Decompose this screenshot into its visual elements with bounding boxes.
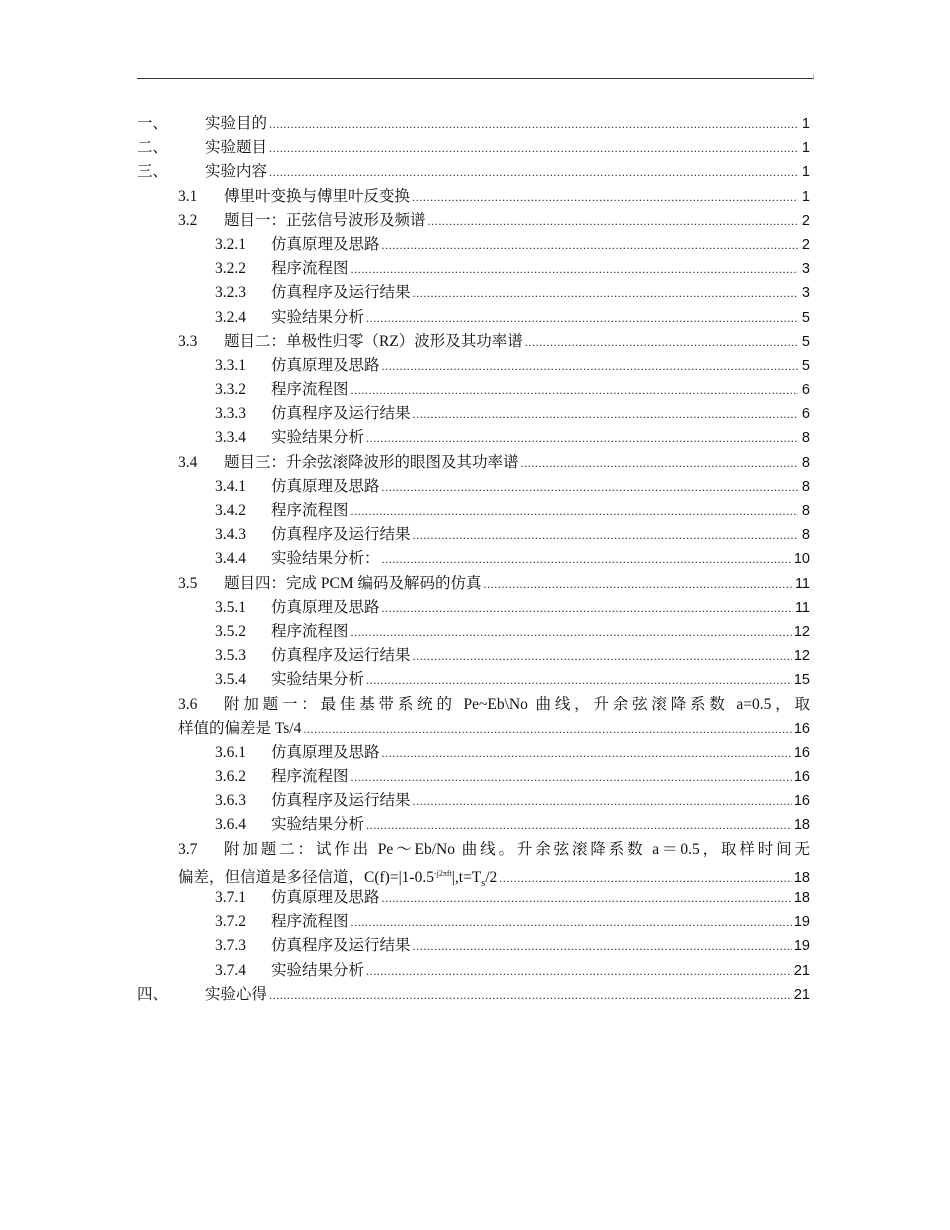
toc-entry-title: 题目一：正弦信号波形及频谱	[224, 211, 426, 229]
toc-leader-dots	[413, 402, 798, 426]
toc-page-number: 18	[793, 817, 810, 834]
toc-page-number: 21	[793, 986, 810, 1003]
toc-leader-dots	[366, 306, 798, 330]
toc-page-number: 6	[801, 382, 810, 399]
toc-entry-number: 3.6.3	[215, 792, 246, 810]
toc-page-number: 16	[793, 744, 810, 761]
toc-entry[interactable]	[137, 233, 810, 257]
toc-page-number: 16	[793, 720, 810, 737]
toc-leader-dots	[413, 934, 792, 958]
toc-entry[interactable]	[137, 789, 810, 813]
toc-leader-dots	[366, 813, 792, 837]
toc-main-entries	[137, 112, 810, 693]
toc-leader-dots	[269, 160, 798, 184]
toc-entry[interactable]	[137, 523, 810, 547]
toc-entry[interactable]	[137, 475, 810, 499]
toc-entry-title: 实验目的	[205, 115, 268, 132]
toc-entry[interactable]	[137, 257, 810, 281]
toc-entry-title: 程序流程图	[271, 260, 349, 278]
toc-leader-dots	[413, 789, 792, 813]
toc-entry-title: 题目二：单极性归零（RZ）波形及其功率谱	[224, 332, 523, 350]
toc-entry-number: 二、	[137, 139, 169, 157]
toc-entry-number: 3.4.4	[215, 550, 246, 568]
toc-page-number: 6	[801, 406, 810, 423]
toc-entry-number: 3.5.3	[215, 647, 246, 665]
toc-entry-title: 题目三：升余弦滚降波形的眼图及其功率谱	[224, 453, 519, 471]
toc-page-number: 21	[793, 962, 810, 979]
toc-entry-number: 3.3.2	[215, 381, 246, 399]
toc-leader-dots	[525, 330, 798, 354]
toc-page-number: 8	[801, 454, 810, 471]
toc-entry-number: 3.2.3	[215, 284, 246, 302]
toc-page-number: 5	[801, 309, 810, 326]
toc-leader-dots	[382, 354, 798, 378]
toc-page-number: 12	[793, 623, 810, 640]
toc-leader-dots	[382, 233, 798, 257]
toc-entry[interactable]	[137, 934, 810, 958]
toc-entry-number: 3.3.3	[215, 405, 246, 423]
toc-page-number: 8	[801, 430, 810, 447]
toc-entry-number: 四、	[137, 985, 169, 1003]
toc-entry-title: 仿真原理及思路	[271, 598, 380, 616]
toc-entry[interactable]	[137, 596, 810, 620]
toc-leader-dots	[382, 596, 793, 620]
toc-entry[interactable]	[137, 572, 810, 596]
toc-entry-title: 程序流程图	[271, 502, 349, 519]
toc-entry-title: 仿真程序及运行结果	[271, 526, 411, 544]
toc-page-number: 16	[793, 793, 810, 810]
toc-entry[interactable]	[137, 547, 810, 571]
toc-entry[interactable]	[137, 160, 810, 184]
formula-superscript: -j2πft	[433, 868, 452, 878]
toc-entry-title: 仿真原理及思路	[271, 743, 380, 761]
toc-page-number: 5	[801, 357, 810, 374]
toc-entry-title: 实验题目	[205, 139, 268, 157]
table-of-contents	[137, 112, 810, 1007]
toc-entry-number: 3.5.4	[215, 671, 246, 689]
formula-part: |,t=T	[451, 868, 482, 886]
toc-entry-number: 3.3.1	[215, 356, 246, 374]
toc-entry[interactable]	[137, 378, 810, 402]
toc-entry-number: 3.7.1	[215, 889, 246, 906]
toc-entry-title: 实验结果分析	[271, 671, 365, 689]
toc-page-number: 18	[793, 869, 810, 886]
toc-entry-number: 3.6.4	[215, 816, 246, 834]
toc-leader-dots	[413, 644, 792, 668]
toc-entry[interactable]	[137, 185, 810, 209]
toc-entry-title: 程序流程图	[271, 913, 349, 931]
toc-entry-title: 仿真原理及思路	[271, 477, 380, 495]
toc-page-number: 8	[801, 478, 810, 495]
toc-page-number: 3	[801, 261, 810, 278]
toc-leader-dots	[484, 572, 793, 596]
toc-entry-title: 程序流程图	[271, 768, 349, 786]
toc-entry-title: 仿真原理及思路	[271, 889, 380, 906]
toc-page-number: 18	[793, 890, 810, 906]
toc-entry-number: 3.2.2	[215, 260, 246, 278]
toc-leader-dots	[382, 475, 798, 499]
toc-page-number: 3	[801, 285, 810, 302]
toc-entry-number: 3.6	[178, 695, 198, 713]
toc-entry-number: 3.5.2	[215, 622, 246, 640]
toc-entry[interactable]	[137, 426, 810, 450]
toc-entry-title: 傅里叶变换与傅里叶反变换	[224, 187, 411, 205]
toc-entry[interactable]	[137, 112, 810, 136]
toc-entry-number: 3.4.1	[215, 477, 246, 495]
toc-leader-dots	[351, 910, 792, 934]
toc-entry[interactable]	[137, 306, 810, 330]
toc-page-number: 15	[793, 672, 810, 689]
toc-leader-dots	[269, 983, 792, 1007]
toc-entry[interactable]	[137, 886, 810, 910]
header-rule-tick	[813, 74, 814, 80]
toc-entry-number: 3.6.1	[215, 743, 246, 761]
toc-leader-dots	[382, 547, 792, 571]
toc-entry-number: 3.5	[178, 574, 198, 592]
toc-page-number: 8	[801, 527, 810, 544]
toc-entry-number: 3.1	[178, 187, 198, 205]
toc-leader-dots	[351, 765, 792, 789]
toc-entry-title: 仿真原理及思路	[271, 356, 380, 374]
toc-3-7-children	[137, 886, 810, 983]
toc-entry[interactable]	[137, 741, 810, 765]
toc-page-number: 1	[801, 188, 810, 205]
toc-leader-dots	[303, 717, 792, 741]
toc-entry-title: 程序流程图	[271, 622, 349, 640]
toc-leader-dots	[351, 378, 798, 402]
toc-leader-dots	[366, 959, 792, 983]
toc-leader-dots	[428, 209, 798, 233]
toc-entry-number: 三、	[137, 163, 169, 181]
toc-entry-title: 实验结果分析	[271, 308, 365, 326]
toc-entry-number: 3.2	[178, 211, 198, 229]
toc-entry-number: 3.2.4	[215, 308, 246, 326]
toc-entry-title: 附加题二：试作出 Pe～Eb/No 曲线。升余弦滚降系数 a＝0.5，取样时间无	[224, 840, 810, 858]
toc-entry-number: 3.3.4	[215, 429, 246, 447]
toc-leader-dots	[351, 499, 798, 523]
toc-entry[interactable]	[137, 668, 810, 692]
toc-leader-dots	[351, 620, 792, 644]
toc-entry[interactable]	[137, 959, 810, 983]
formula-part: 偏差，但信道是多径信道，C(f)=|1-0.5	[178, 868, 434, 886]
header-rule	[137, 78, 813, 79]
toc-entry-title: 仿真程序及运行结果	[271, 792, 411, 810]
toc-page-number: 2	[801, 212, 810, 229]
toc-entry-number: 一、	[137, 115, 169, 132]
toc-entry[interactable]	[137, 499, 810, 523]
toc-entry-number: 3.3	[178, 332, 198, 350]
formula-subscript: s	[481, 877, 486, 889]
toc-page-number: 1	[801, 116, 810, 132]
toc-entry[interactable]	[137, 910, 810, 934]
toc-entry[interactable]	[137, 402, 810, 426]
toc-page-number: 19	[793, 914, 810, 931]
toc-leader-dots	[382, 741, 792, 765]
toc-page-number: 11	[794, 575, 810, 592]
toc-entry-final[interactable]	[137, 983, 810, 1007]
toc-entry-title: 仿真程序及运行结果	[271, 284, 411, 302]
toc-entry-number: 3.7	[178, 840, 198, 858]
toc-entry-number: 3.4.3	[215, 526, 246, 544]
toc-entry-title: 实验心得	[205, 985, 268, 1003]
toc-entry-title: 实验内容	[205, 163, 268, 181]
toc-entry[interactable]	[137, 765, 810, 789]
toc-page-number: 1	[801, 140, 810, 157]
toc-page-number: 12	[793, 648, 810, 665]
toc-page-number: 5	[801, 333, 810, 350]
toc-entry-3-7-line2[interactable]	[137, 862, 810, 889]
toc-leader-dots	[366, 668, 792, 692]
toc-leader-dots	[351, 257, 798, 281]
toc-entry-title: 实验结果分析	[271, 429, 365, 447]
toc-page-number: 10	[793, 551, 810, 568]
toc-page-number: 8	[801, 503, 810, 519]
toc-entry-number: 3.7.4	[215, 961, 246, 979]
toc-entry-3-6-line2[interactable]	[137, 717, 810, 741]
toc-leader-dots	[269, 136, 798, 160]
toc-entry-3-7-line1[interactable]	[137, 838, 810, 862]
toc-leader-dots	[269, 112, 798, 136]
toc-entry-title: 程序流程图	[271, 381, 349, 399]
toc-entry-number: 3.2.1	[215, 235, 246, 253]
toc-entry-title: 仿真程序及运行结果	[271, 647, 411, 665]
toc-entry[interactable]	[137, 330, 810, 354]
toc-entry-title: 仿真原理及思路	[271, 235, 380, 253]
toc-leader-dots	[366, 426, 798, 450]
toc-page-number: 1	[801, 164, 810, 181]
toc-3-6-children	[137, 741, 810, 838]
toc-leader-dots	[521, 451, 798, 475]
toc-entry[interactable]	[137, 644, 810, 668]
toc-page-number: 16	[793, 769, 810, 786]
toc-leader-dots	[413, 523, 798, 547]
toc-entry[interactable]	[137, 451, 810, 475]
toc-entry-number: 3.6.2	[215, 768, 246, 786]
toc-entry-number: 3.7.3	[215, 937, 246, 955]
toc-page-number: 19	[793, 938, 810, 955]
toc-entry[interactable]	[137, 209, 810, 233]
toc-page-number: 2	[801, 236, 810, 253]
toc-leader-dots	[413, 281, 798, 305]
toc-entry[interactable]	[137, 813, 810, 837]
toc-entry[interactable]	[137, 136, 810, 160]
toc-entry-3-6-line1[interactable]	[137, 693, 810, 717]
toc-entry-number: 3.4	[178, 453, 198, 471]
toc-page-number: 11	[794, 599, 810, 616]
toc-entry-title: 仿真程序及运行结果	[271, 405, 411, 423]
toc-entry-title: 实验结果分析	[271, 816, 365, 834]
toc-entry[interactable]	[137, 620, 810, 644]
toc-entry-title: 题目四：完成 PCM 编码及解码的仿真	[224, 574, 482, 592]
toc-entry-number: 3.7.2	[215, 913, 246, 931]
toc-entry-title: 实验结果分析	[271, 961, 365, 979]
toc-entry-title: 附加题一：最佳基带系统的 Pe~Eb\No 曲线，升余弦滚降系数 a=0.5，取	[224, 695, 810, 713]
toc-entry[interactable]	[137, 281, 810, 305]
toc-entry-title: 仿真程序及运行结果	[271, 937, 411, 955]
formula-part: /2	[485, 868, 498, 886]
toc-leader-dots	[382, 886, 792, 910]
toc-entry-title: 实验结果分析：	[271, 550, 380, 568]
toc-entry-number: 3.4.2	[215, 502, 246, 519]
toc-entry[interactable]	[137, 354, 810, 378]
toc-entry-number: 3.5.1	[215, 598, 246, 616]
toc-entry-title-continued: 样值的偏差是 Ts/4	[178, 719, 302, 737]
toc-leader-dots	[412, 185, 798, 209]
